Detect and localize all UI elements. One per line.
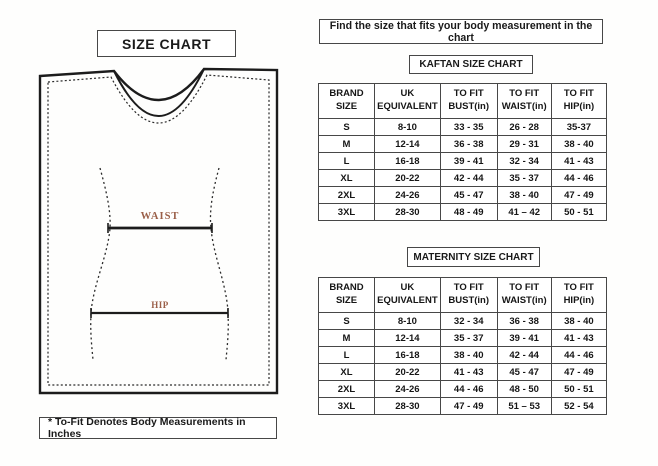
table-cell: 8-10 [375,313,441,330]
table-cell: 3XL [319,398,375,415]
table-cell: 2XL [319,187,375,204]
table-cell: M [319,136,375,153]
table-cell: 32 - 34 [497,153,551,170]
kaftan-diagram [35,60,285,405]
table-cell: L [319,347,375,364]
kaftan-size-table [318,83,607,221]
table-cell: 28-30 [375,398,441,415]
table-cell: 20-22 [375,364,441,381]
maternity-size-chart-title: MATERNITY SIZE CHART [407,247,540,267]
table-row [319,204,607,221]
table-cell: 26 - 28 [497,119,551,136]
page-title: SIZE CHART [97,30,236,57]
table-cell: 29 - 31 [497,136,551,153]
table-cell: 48 - 49 [440,204,497,221]
table-row [319,398,607,415]
table-cell: 42 - 44 [497,347,551,364]
table-cell: 48 - 50 [497,381,551,398]
table-cell: 39 - 41 [440,153,497,170]
table-row [319,170,607,187]
to-fit-footnote: * To-Fit Denotes Body Measurements in Inches [39,417,277,439]
column-header: TO FIT HIP(in) [551,84,606,119]
kaftan-size-chart-title: KAFTAN SIZE CHART [409,55,533,74]
table-cell: 50 - 51 [551,381,606,398]
table-cell: 24-26 [375,187,441,204]
table-cell: 24-26 [375,381,441,398]
fit-instruction-header: Find the size that fits your body measurement in the chart [319,19,603,44]
table-cell: 12-14 [375,330,441,347]
table-cell: 20-22 [375,170,441,187]
table-cell: 38 - 40 [551,136,606,153]
table-cell: XL [319,170,375,187]
table-row [319,347,607,364]
column-header: TO FIT WAIST(in) [497,84,551,119]
table-cell: 33 - 35 [440,119,497,136]
table-cell: 38 - 40 [551,313,606,330]
table-cell: 28-30 [375,204,441,221]
table-cell: 51 – 53 [497,398,551,415]
table-cell: 35-37 [551,119,606,136]
table-row [319,330,607,347]
table-cell: 39 - 41 [497,330,551,347]
table-cell: L [319,153,375,170]
table-cell: 47 - 49 [551,364,606,381]
table-cell: 36 - 38 [440,136,497,153]
table-row [319,119,607,136]
table-header-row [319,278,607,313]
column-header: UK EQUIVALENT [375,278,441,313]
table-cell: S [319,313,375,330]
table-cell: 41 - 43 [440,364,497,381]
table-row [319,153,607,170]
hip-label: HIP [151,300,169,310]
table-cell: 41 - 43 [551,153,606,170]
table-row [319,313,607,330]
table-cell: 38 - 40 [497,187,551,204]
table-cell: 41 - 43 [551,330,606,347]
table-cell: 41 – 42 [497,204,551,221]
column-header: UK EQUIVALENT [375,84,441,119]
table-cell: 3XL [319,204,375,221]
column-header: TO FIT BUST(in) [440,84,497,119]
table-cell: 44 - 46 [551,347,606,364]
column-header: TO FIT HIP(in) [551,278,606,313]
table-cell: 16-18 [375,347,441,364]
column-header: TO FIT WAIST(in) [497,278,551,313]
table-cell: 35 - 37 [440,330,497,347]
body-curve-left [91,168,110,360]
table-cell: 35 - 37 [497,170,551,187]
table-cell: 42 - 44 [440,170,497,187]
column-header: BRAND SIZE [319,278,375,313]
table-row [319,381,607,398]
table-cell: 38 - 40 [440,347,497,364]
table-cell: 45 - 47 [497,364,551,381]
table-cell: 44 - 46 [440,381,497,398]
table-cell: 50 - 51 [551,204,606,221]
table-cell: 52 - 54 [551,398,606,415]
table-cell: 47 - 49 [551,187,606,204]
neckline-curve [114,69,204,116]
table-row [319,364,607,381]
column-header: TO FIT BUST(in) [440,278,497,313]
table-cell: M [319,330,375,347]
garment-outline [40,69,277,393]
table-cell: XL [319,364,375,381]
table-cell: S [319,119,375,136]
table-cell: 45 - 47 [440,187,497,204]
table-cell: 12-14 [375,136,441,153]
body-curve-right [210,168,228,360]
table-row [319,187,607,204]
column-header: BRAND SIZE [319,84,375,119]
table-header-row [319,84,607,119]
table-cell: 32 - 34 [440,313,497,330]
table-row [319,136,607,153]
table-cell: 44 - 46 [551,170,606,187]
table-cell: 8-10 [375,119,441,136]
table-cell: 36 - 38 [497,313,551,330]
table-cell: 16-18 [375,153,441,170]
maternity-size-table [318,277,607,415]
table-cell: 47 - 49 [440,398,497,415]
waist-label: WAIST [140,211,180,222]
stitch-outline [48,75,269,385]
table-cell: 2XL [319,381,375,398]
